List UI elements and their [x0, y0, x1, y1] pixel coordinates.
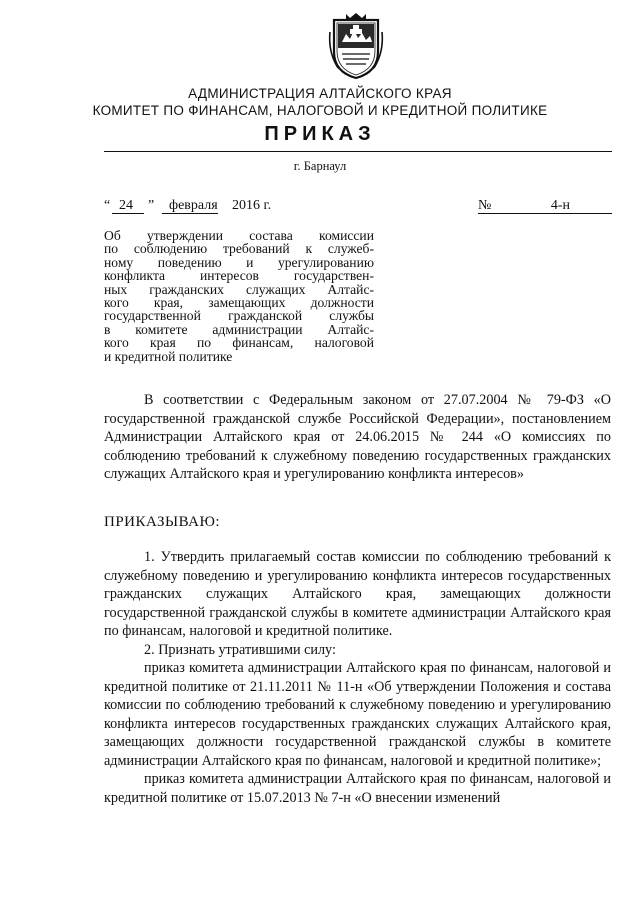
- date-month: [162, 198, 218, 214]
- number-label: №: [478, 198, 492, 213]
- repealed-order-2: приказ комитета администрации Алтайского края по финансам, налоговой и кредитной политике от 15.07.2013 № 7-н «О внесении изменений: [104, 771, 611, 806]
- city-label: г. Барнаул: [293, 159, 347, 173]
- subject-line: ному поведению и урегулированию: [104, 254, 374, 270]
- date-day: [112, 198, 144, 214]
- subject-line: и кредитной политике: [104, 348, 233, 364]
- subject-line: конфликта интересов государствен-: [104, 268, 374, 284]
- document-subject: [104, 229, 374, 363]
- subject-line: в комитете администрации Алтайс-: [104, 321, 374, 337]
- document-type-title: ПРИКАЗ: [264, 123, 376, 145]
- date-close-quote: ”: [148, 198, 155, 213]
- date-number-line: [104, 198, 612, 216]
- coat-of-arms-emblem: [328, 12, 384, 80]
- organization-line-1: АДМИНИСТРАЦИЯ АЛТАЙСКОГО КРАЯ: [188, 86, 452, 101]
- order-heading: ПРИКАЗЫВАЮ:: [104, 514, 221, 530]
- organization-line-2: КОМИТЕТ ПО ФИНАНСАМ, НАЛОГОВОЙ И КРЕДИТНОЙ ПОЛИТИКЕ: [92, 103, 548, 118]
- date-month-value: февраля: [169, 198, 218, 213]
- date-year: 2016 г.: [232, 198, 272, 213]
- preamble-block: [104, 391, 611, 484]
- repealed-order-1: приказ комитета администрации Алтайского края по финансам, налоговой и кредитной политике от 21.11.2011 № 11-н «Об утверждении Положения и состава комиссии по соблюдению требований к служебному поведению и урегулированию конфликта интересов государственных гражданских служащих Алтайского края, замещающих должности государственной гражданской службы в комитете администрации Алтайского края по финансам, налоговой и кредитной политике»;: [104, 660, 611, 769]
- order-item-1: 1. Утвердить прилагаемый состав комиссии по соблюдению требований к служебному поведению и урегулированию конфликта интересов государственных гражданских служащих Алтайского края, замещающих должности государственной гражданской службы в комитете администрации Алтайского края по финансам, налоговой и кредитной политике.: [104, 549, 611, 639]
- order-items-block: [104, 548, 611, 807]
- subject-line: Об утверждении состава комиссии: [104, 228, 374, 243]
- date-open-quote: “: [104, 198, 111, 213]
- header-divider: [104, 151, 612, 152]
- subject-line: по соблюдению требований к служеб-: [104, 241, 374, 257]
- date-day-value: 24: [119, 198, 133, 213]
- subject-line: кого края, замещающих должности: [104, 295, 374, 311]
- subject-line: государственной гражданской службы: [104, 308, 374, 324]
- number-value: 4-н: [550, 198, 571, 213]
- subject-line: кого края по финансам, налоговой: [104, 335, 374, 351]
- document-number: [478, 198, 612, 214]
- preamble-paragraph: В соответствии с Федеральным законом от 27.07.2004 № 79-ФЗ «О государственной гражданской службе Российской Федерации», постановлением Администрации Алтайского края от 24.06.2015 № 244 «О комиссиях по соблюдению требований к служебному поведению государственных гражданских служащих Алтайского края и урегулированию конфликта интересов»: [104, 392, 611, 482]
- subject-line: ных гражданских служащих Алтайс-: [104, 281, 374, 297]
- order-item-2: 2. Признать утратившими силу:: [144, 641, 336, 658]
